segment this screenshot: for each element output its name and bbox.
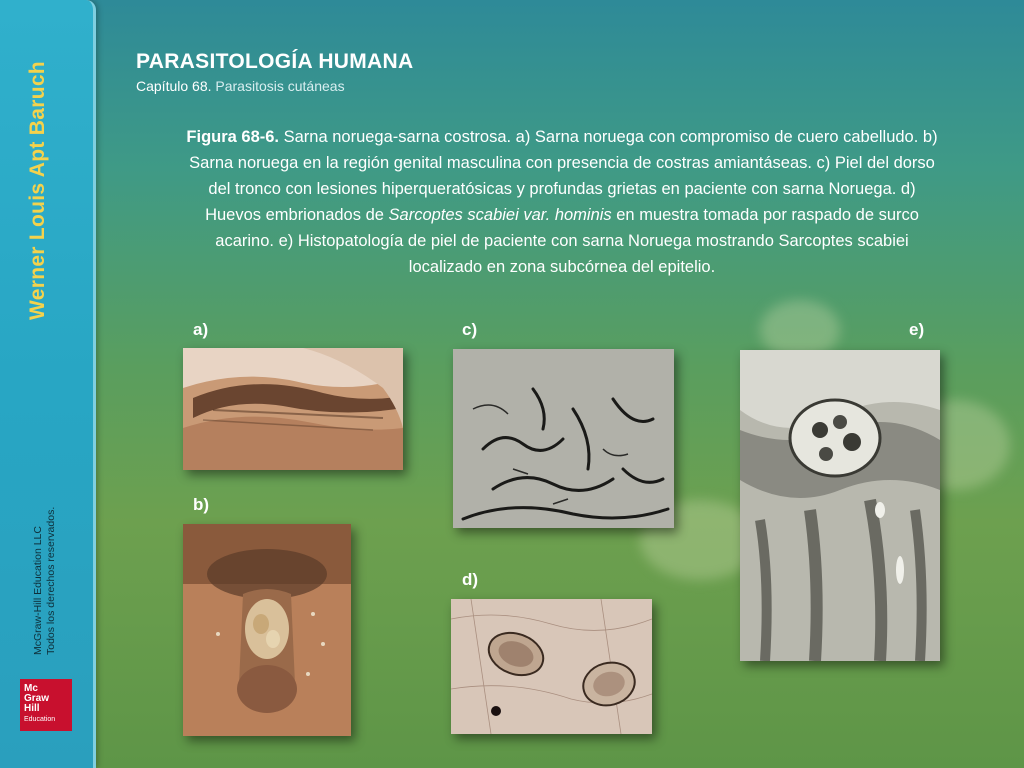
caption-text-1: Sarna noruega-sarna costrosa. a) Sarna noruega con compromiso de cuero cabelludo. b) Sarna noruega en la región genital masculina con presencia de costras amiantáseas. c) Piel del dorso del tronco con lesiones hiperqueratósicas y profundas grietas en paciente con sarna Noruega. d) Huevos embrionados de [189, 128, 938, 224]
rights-reserved: Todos los derechos reservados. [45, 506, 57, 655]
panel-label-c: c) [462, 320, 478, 339]
photo-eggs [451, 599, 652, 734]
figure-caption [182, 124, 942, 280]
mcgraw-hill-logo: Mc Graw Hill Education [20, 679, 72, 731]
chapter-topic: Parasitosis cutáneas [215, 78, 345, 94]
page-title: PARASITOLOGÍA HUMANA [136, 50, 414, 73]
chapter-subtitle [136, 78, 345, 94]
figure-label: Figura 68-6. [186, 128, 280, 146]
sidebar [0, 0, 96, 768]
panel-label-e: e) [909, 320, 925, 339]
copyright-notice [32, 507, 58, 655]
caption-text-2: en muestra tomada por raspado de surco acarino. e) Histopatología de piel de paciente con sarna Noruega mostrando Sarcoptes scabiei localizado en zona subcórnea del epitelio. [215, 206, 919, 276]
publisher-name: McGraw-Hill Education LLC [32, 526, 44, 655]
chapter-number: Capítulo 68. [136, 78, 212, 94]
photo-back-skin [453, 349, 674, 528]
photo-scalp [183, 348, 403, 470]
panel-label-b: b) [193, 495, 210, 514]
panel-label-a: a) [193, 320, 209, 339]
species-name: Sarcoptes scabiei var. hominis [388, 206, 612, 224]
photo-histopathology [740, 350, 940, 661]
author-name: Werner Louis Apt Baruch [26, 61, 49, 320]
photo-genital-region [183, 524, 351, 736]
panel-label-d: d) [462, 570, 479, 589]
